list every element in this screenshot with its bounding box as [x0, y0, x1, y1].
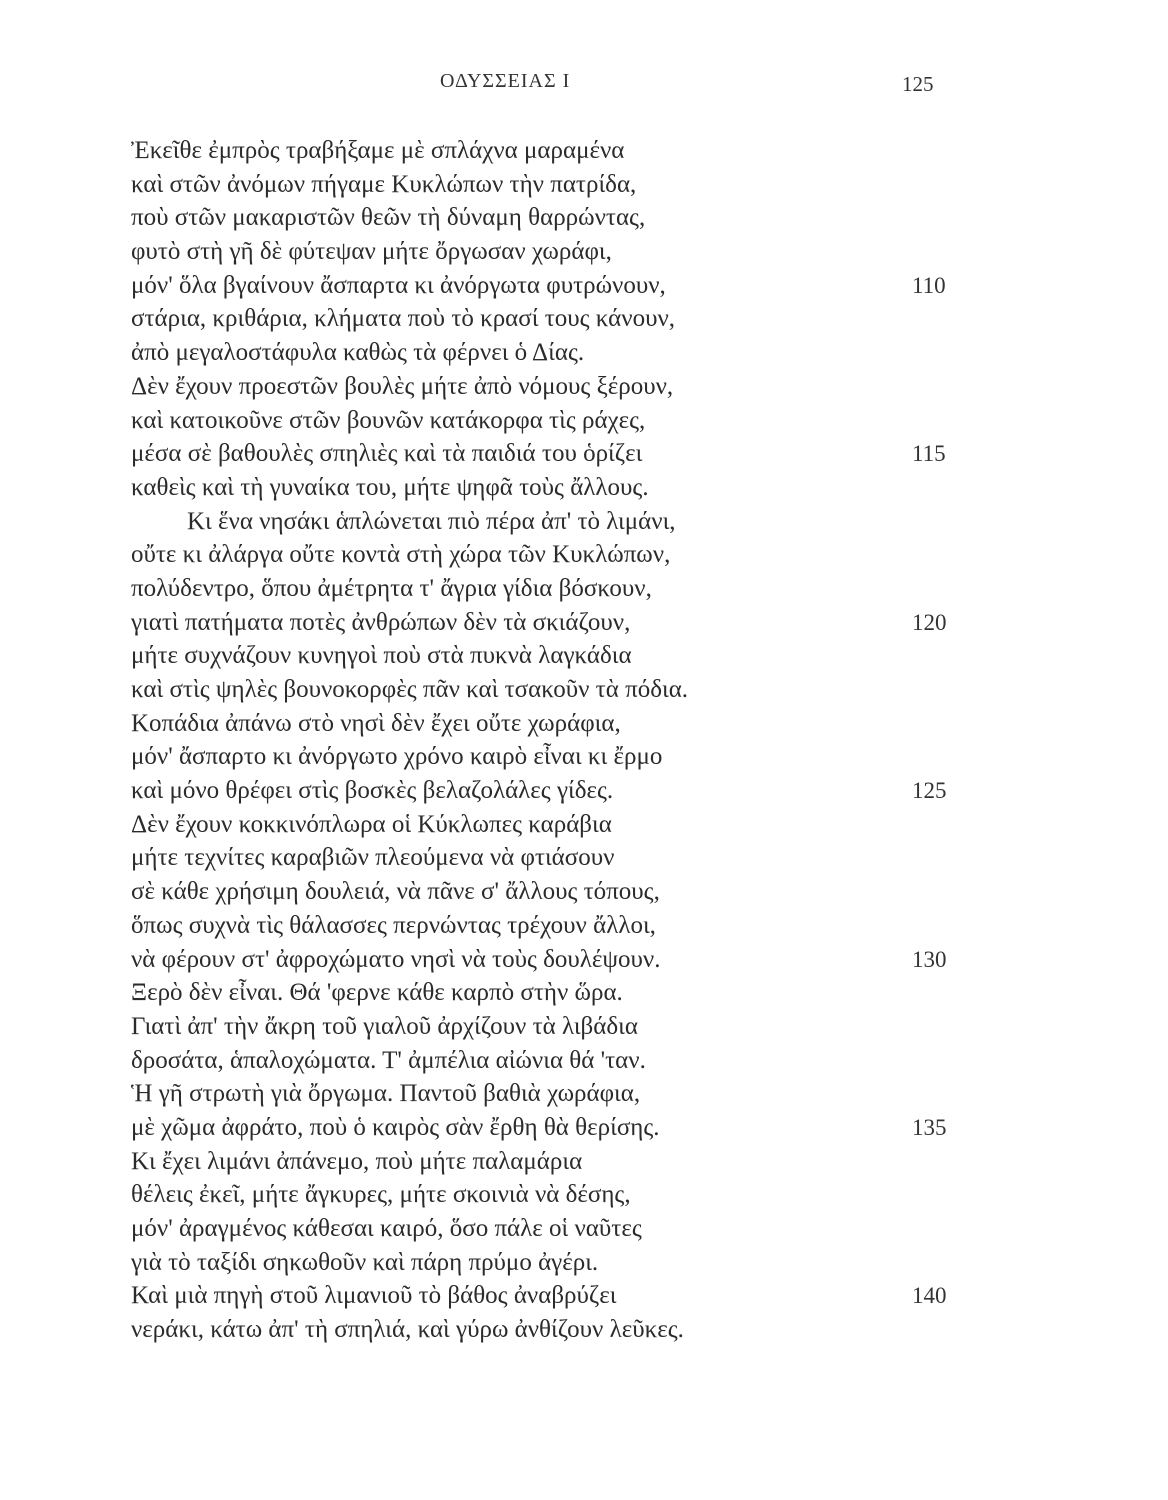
verse-line-text: μήτε συχνάζουν κυνηγοὶ ποὺ στὰ πυκνὰ λαγκάδια: [131, 642, 632, 670]
verse-line: [131, 606, 971, 640]
verse-line: [131, 168, 971, 202]
verse-line-text: στάρια, κριθάρια, κλήματα ποὺ τὸ κρασί τους κάνουν,: [131, 305, 676, 333]
verse-line: [131, 437, 971, 471]
verse-line-text: οὔτε κι ἀλάργα οὔτε κοντὰ στὴ χώρα τῶν Κυκλώπων,: [131, 541, 671, 569]
verse-line: [131, 336, 971, 370]
verse-line: [131, 505, 971, 539]
verse-line-text: πολύδεντρο, ὅπου ἀμέτρητα τ' ἄγρια γίδια βόσκουν,: [131, 574, 652, 602]
verse-line-text: Κι ἔχει λιμάνι ἀπάνεμο, ποὺ μήτε παλαμάρια: [131, 1147, 583, 1175]
verse-line: [131, 1044, 971, 1078]
verse-line-text: σὲ κάθε χρήσιμη δουλειά, νὰ πᾶνε σ' ἄλλους τόπους,: [131, 878, 660, 906]
line-number: 130: [912, 946, 947, 972]
verse-line-text: φυτὸ στὴ γῆ δὲ φύτεψαν μήτε ὄργωσαν χωράφι,: [131, 238, 612, 266]
verse-line: [131, 1145, 971, 1179]
verse-line-text: μόν' ἄσπαρτο κι ἀνόργωτο χρόνο καιρὸ εἶναι κι ἔρμο: [131, 743, 663, 771]
verse-line-text: θέλεις ἐκεῖ, μήτε ἄγκυρες, μήτε σκοινιὰ νὰ δέσης,: [131, 1181, 631, 1209]
verse-line-text: γιατὶ πατήματα ποτὲς ἀνθρώπων δὲν τὰ σκιάζουν,: [131, 608, 631, 636]
verse-line-text: δροσάτα, ἁπαλοχώματα. Τ' ἀμπέλια αἰώνια θά 'ταν.: [131, 1046, 646, 1074]
verse-line-text: Γιατὶ ἀπ' τὴν ἄκρη τοῦ γιαλοῦ ἀρχίζουν τὰ λιβάδια: [131, 1012, 638, 1040]
verse-line: [131, 1178, 971, 1212]
verse-line: [131, 808, 971, 842]
verse-line: [131, 471, 971, 505]
line-number: 115: [912, 441, 946, 467]
verse-line-text: Ἡ γῆ στρωτὴ γιὰ ὄργωμα. Παντοῦ βαθιὰ χωράφια,: [131, 1080, 641, 1108]
verse-line-text: γιὰ τὸ ταξίδι σηκωθοῦν καὶ πάρη πρύμο ἀγέρι.: [131, 1248, 599, 1276]
verse-line: [131, 1010, 971, 1044]
line-number: 140: [912, 1283, 947, 1309]
verse-line: [131, 774, 971, 808]
verse-line: [131, 976, 971, 1010]
verse-line-text: μήτε τεχνίτες καραβιῶν πλεούμενα νὰ φτιάσουν: [131, 844, 615, 872]
running-title: ΟΔΥΣΣΕΙΑΣ Ι: [440, 70, 571, 92]
verse-line-text: νεράκι, κάτω ἀπ' τὴ σπηλιά, καὶ γύρω ἀνθίζουν λεῦκες.: [131, 1316, 684, 1344]
verse-line: [131, 707, 971, 741]
verse-line-text: καὶ κατοικοῦνε στῶν βουνῶν κατάκορφα τὶς ράχες,: [131, 406, 646, 434]
verse-line: [131, 538, 971, 572]
verse-text: [131, 134, 971, 1347]
verse-line-text: ὅπως συχνὰ τὶς θάλασσες περνώντας τρέχουν ἄλλοι,: [131, 911, 656, 939]
verse-line: [131, 841, 971, 875]
line-number: 120: [912, 609, 947, 635]
verse-line: [131, 404, 971, 438]
verse-line-text: ποὺ στῶν μακαριστῶν θεῶν τὴ δύναμη θαρρώντας,: [131, 204, 646, 232]
verse-line: [131, 134, 971, 168]
verse-line-text: Ξερὸ δὲν εἶναι. Θά 'φερνε κάθε καρπὸ στὴν ὥρα.: [131, 979, 623, 1007]
verse-line: [131, 1111, 971, 1145]
verse-line: [131, 201, 971, 235]
verse-line: [131, 875, 971, 909]
verse-line-text: Κοπάδια ἀπάνω στὸ νησὶ δὲν ἔχει οὔτε χωράφια,: [131, 709, 621, 737]
verse-line-text: καὶ στῶν ἀνόμων πήγαμε Κυκλώπων τὴν πατρίδα,: [131, 170, 637, 198]
verse-line-text: καὶ μόνο θρέφει στὶς βοσκὲς βελαζολάλες γίδες.: [131, 777, 614, 805]
verse-line: [131, 1212, 971, 1246]
verse-line-text: μὲ χῶμα ἀφράτο, ποὺ ὁ καιρὸς σὰν ἔρθη θὰ θερίσης.: [131, 1113, 660, 1141]
verse-line-text: μέσα σὲ βαθουλὲς σπηλιὲς καὶ τὰ παιδιά του ὁρίζει: [131, 440, 643, 468]
verse-line: [131, 673, 971, 707]
verse-line-text: νὰ φέρουν στ' ἀφροχώματο νησὶ νὰ τοὺς δουλέψουν.: [131, 945, 661, 973]
verse-line-text: καθεὶς καὶ τὴ γυναίκα του, μήτε ψηφᾶ τοὺς ἄλλους.: [131, 473, 649, 501]
verse-line: [131, 1077, 971, 1111]
verse-line: [131, 909, 971, 943]
verse-line: [131, 1313, 971, 1347]
verse-line-text: ἀπὸ μεγαλοστάφυλα καθὼς τὰ φέρνει ὁ Δίας.: [131, 339, 585, 367]
page-number: 125: [902, 72, 934, 96]
line-number: 135: [912, 1114, 947, 1140]
verse-line-text: καὶ στὶς ψηλὲς βουνοκορφὲς πᾶν καὶ τσακοῦν τὰ πόδια.: [131, 676, 689, 703]
verse-line-text: Καὶ μιὰ πηγὴ στοῦ λιμανιοῦ τὸ βάθος ἀναβρύζει: [131, 1282, 617, 1310]
verse-line: [131, 943, 971, 977]
verse-line-text: Δὲν ἔχουν κοκκινόπλωρα οἱ Κύκλωπες καράβια: [131, 810, 612, 838]
verse-line: [131, 235, 971, 269]
line-number: 125: [912, 778, 947, 804]
verse-line: [131, 1279, 971, 1313]
verse-line: [131, 639, 971, 673]
verse-line-text: μόν' ἀραγμένος κάθεσαι καιρό, ὅσο πάλε οἱ ναῦτες: [131, 1215, 642, 1242]
verse-line: [131, 269, 971, 303]
verse-line-text: Κι ἕνα νησάκι ἁπλώνεται πιὸ πέρα ἀπ' τὸ λιμάνι,: [187, 507, 676, 535]
verse-line-text: μόν' ὅλα βγαίνουν ἄσπαρτα κι ἀνόργωτα φυτρώνουν,: [131, 271, 666, 299]
verse-line: [131, 302, 971, 336]
verse-line: [131, 572, 971, 606]
line-number: 110: [912, 272, 946, 298]
verse-line-text: Ἐκεῖθε ἐμπρὸς τραβήξαμε μὲ σπλάχνα μαραμένα: [131, 137, 625, 164]
verse-line-text: Δὲν ἔχουν προεστῶν βουλὲς μήτε ἀπὸ νόμους ξέρουν,: [131, 372, 674, 400]
verse-line: [131, 740, 971, 774]
verse-line: [131, 1246, 971, 1280]
verse-line: [131, 370, 971, 404]
